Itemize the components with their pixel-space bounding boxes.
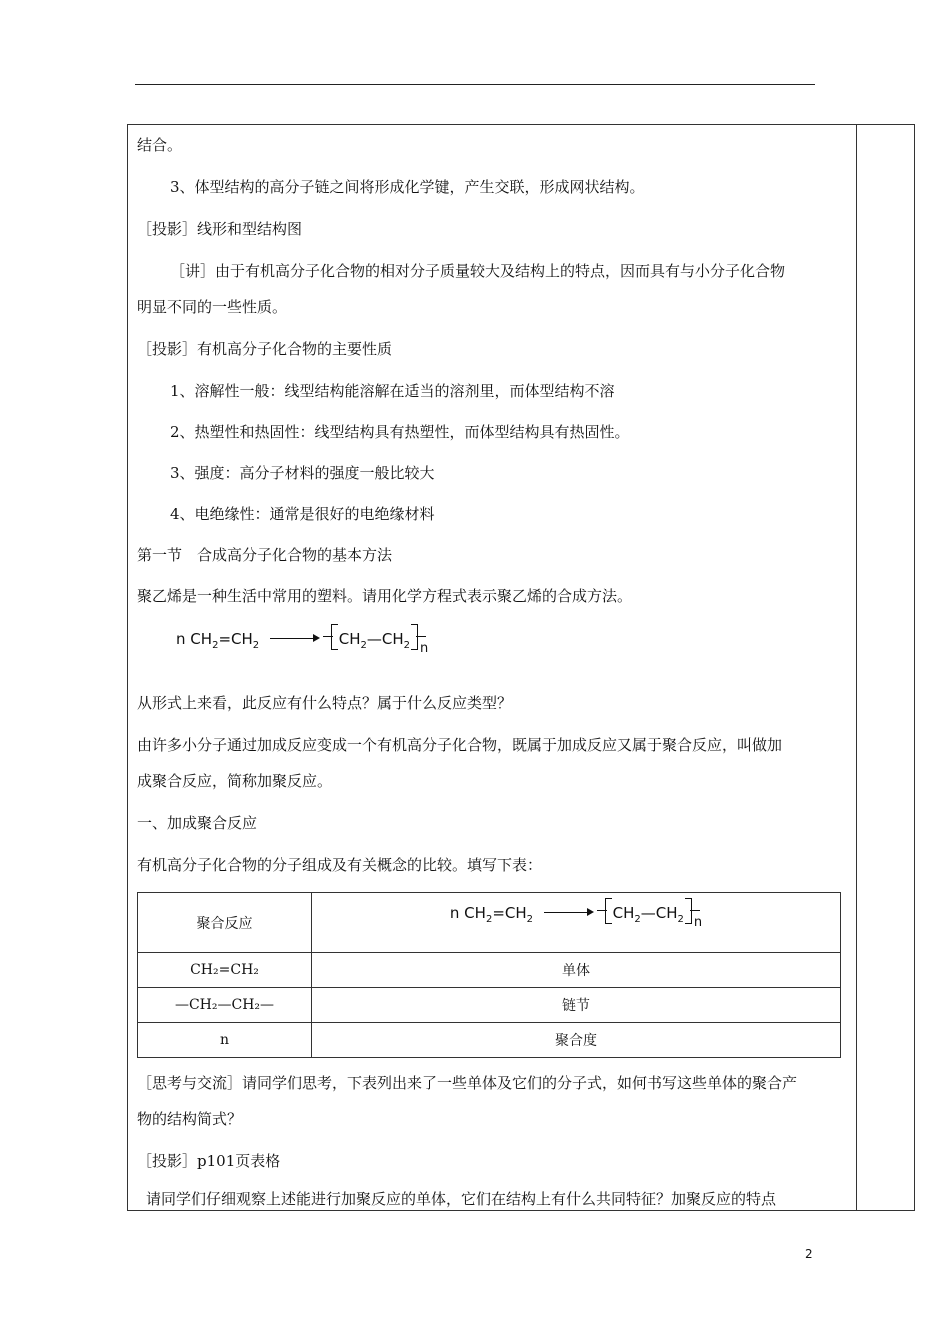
text-line: ［讲］由于有机高分子化合物的相对分子质量较大及结构上的特点，因而具有与小分子化合物 bbox=[170, 262, 786, 280]
header-rule bbox=[135, 84, 815, 85]
text-line: 3、强度：高分子材料的强度一般比较大 bbox=[170, 464, 435, 482]
text-line: 结合。 bbox=[137, 136, 183, 154]
table-row bbox=[138, 988, 841, 1023]
text-line: ［投影］p101页表格 bbox=[137, 1152, 281, 1170]
text-line: ［投影］有机高分子化合物的主要性质 bbox=[137, 340, 393, 358]
text-line: 聚乙烯是一种生活中常用的塑料。请用化学方程式表示聚乙烯的合成方法。 bbox=[137, 587, 633, 605]
text-line: 4、电绝缘性：通常是很好的电绝缘材料 bbox=[170, 505, 435, 523]
table-header-cell: 聚合反应 bbox=[138, 893, 312, 953]
table-row bbox=[138, 953, 841, 988]
text-line: 2、热塑性和热固性：线型结构具有热塑性，而体型结构具有热固性。 bbox=[170, 423, 630, 441]
text-line: 由许多小分子通过加成反应变成一个有机高分子化合物，既属于加成反应又属于聚合反应，叫做加 bbox=[137, 736, 783, 754]
text-line: 从形式上来看，此反应有什么特点？属于什么反应类型？ bbox=[137, 694, 513, 712]
text-line: 成聚合反应，简称加聚反应。 bbox=[137, 772, 333, 790]
text-line: ［投影］线形和型结构图 bbox=[137, 220, 303, 238]
table-equation: n $CH_2=CH_2$ $CH_2—CH_2$ n bbox=[449, 903, 703, 930]
polymerization-equation: n $CH_2=CH_2$ $CH_2—CH_2$ n bbox=[176, 630, 429, 656]
text-line: 明显不同的一些性质。 bbox=[137, 298, 288, 316]
table-cell: 聚合度 bbox=[312, 1023, 841, 1058]
text-line: 物的结构简式？ bbox=[137, 1110, 243, 1128]
subsection-heading: 一、加成聚合反应 bbox=[137, 814, 258, 832]
text-line: 有机高分子化合物的分子组成及有关概念的比较。填写下表： bbox=[137, 856, 543, 874]
section-heading: 第一节 合成高分子化合物的基本方法 bbox=[137, 546, 393, 564]
polymer-concept-table bbox=[137, 892, 841, 1058]
table-cell: 单体 bbox=[312, 953, 841, 988]
lesson-table-column-divider bbox=[856, 124, 857, 1211]
repeat-unit-bracket: $CH_2—CH_2$ bbox=[333, 630, 416, 648]
text-line: 1、溶解性一般：线型结构能溶解在适当的溶剂里，而体型结构不溶 bbox=[170, 382, 615, 400]
text-line: ［思考与交流］请同学们思考，下表列出来了一些单体及它们的分子式，如何书写这些单体的聚合产 bbox=[137, 1074, 798, 1092]
reaction-arrow bbox=[270, 638, 318, 639]
table-cell: 链节 bbox=[312, 988, 841, 1023]
table-cell: —CH₂—CH₂— bbox=[138, 988, 312, 1023]
table-cell: n bbox=[138, 1023, 312, 1058]
text-line: 请同学们仔细观察上述能进行加聚反应的单体，它们在结构上有什么共同特征？加聚反应的特点 bbox=[146, 1190, 777, 1208]
text-line: 3、体型结构的高分子链之间将形成化学键，产生交联，形成网状结构。 bbox=[170, 178, 645, 196]
page-number: 2 bbox=[805, 1247, 813, 1261]
table-row bbox=[138, 1023, 841, 1058]
table-cell: CH₂=CH₂ bbox=[138, 953, 312, 988]
table-equation-cell bbox=[312, 893, 841, 953]
